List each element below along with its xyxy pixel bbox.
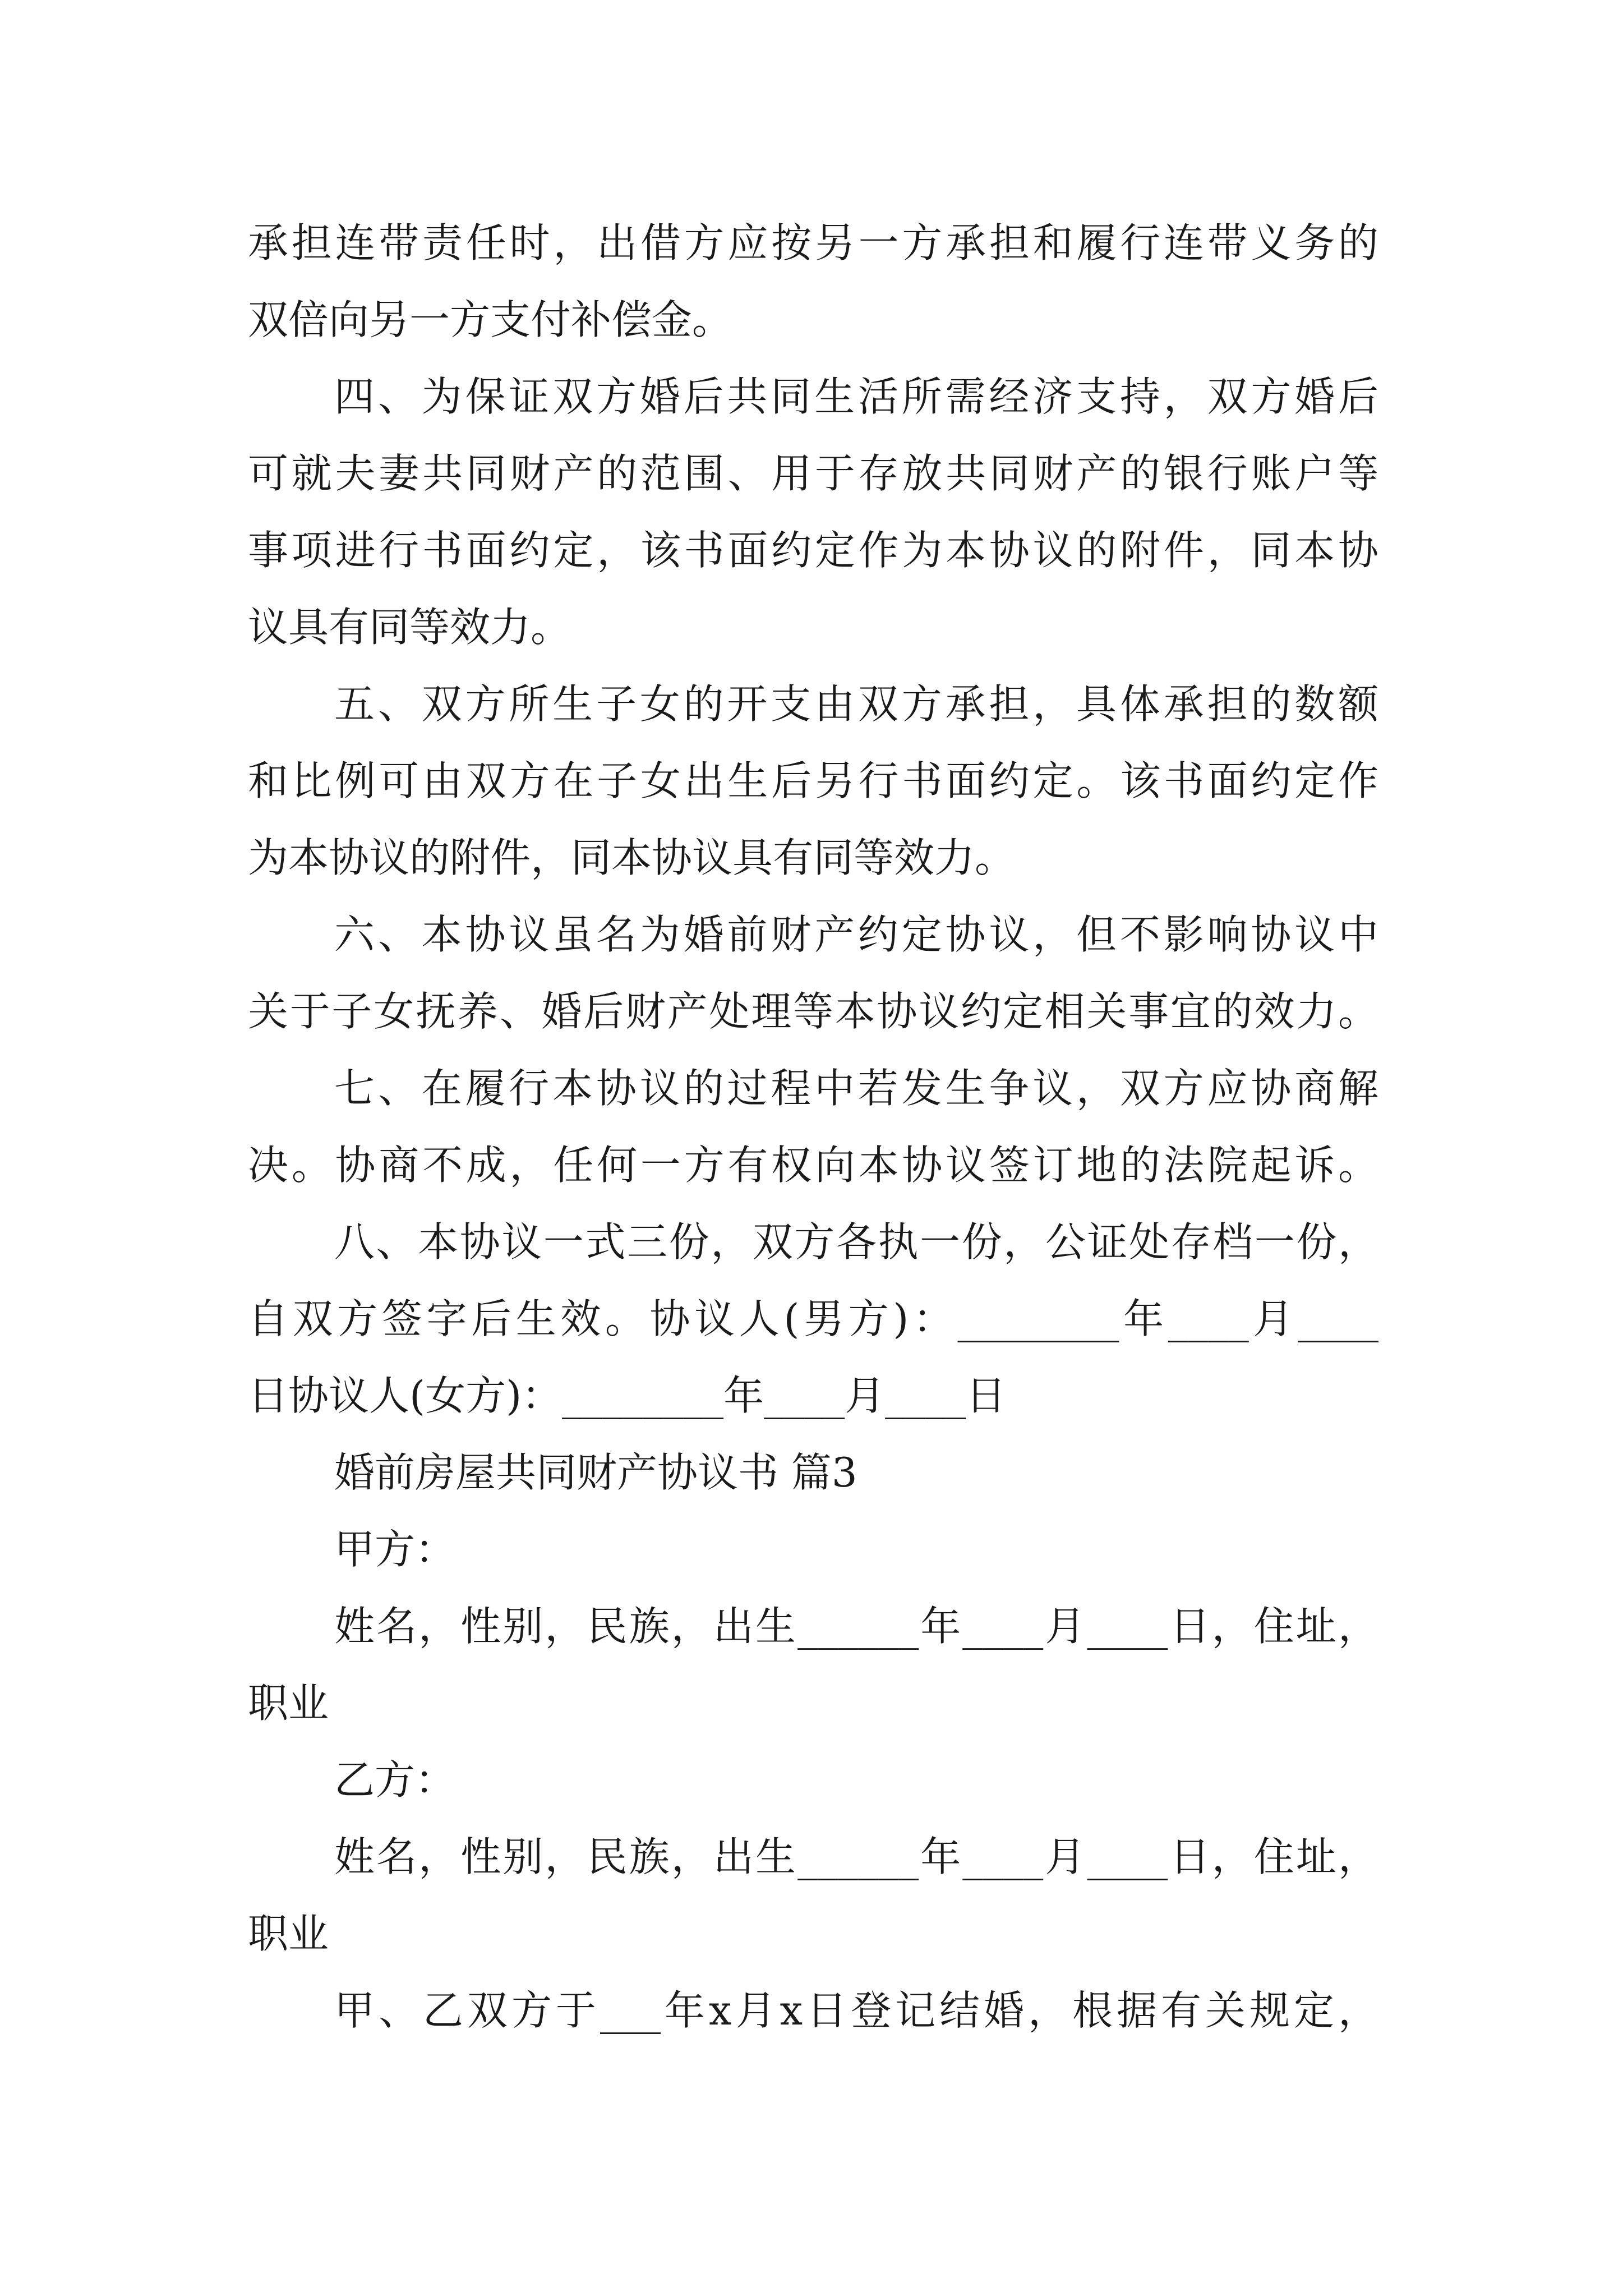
text-line: 关于子女抚养、婚后财产处理等本协议约定相关事宜的效力。 (248, 988, 1378, 1035)
text-line: 和比例可由双方在子女出生后另行书面约定。该书面约定作 (248, 757, 1378, 804)
text-line: 为本协议的附件，同本协议具有同等效力。 (248, 834, 1016, 881)
text-line: 六、本协议虽名为婚前财产约定协议，但不影响协议中 (334, 911, 1378, 958)
text-line: 日协议人(女方)：________年____月____日 (248, 1372, 1007, 1419)
text-line: 甲、乙双方于___年x月x日登记结婚，根据有关规定， (334, 1987, 1378, 2034)
text-line: 姓名，性别，民族，出生______年____月____日，住址， (334, 1603, 1378, 1650)
text-line: 自双方签字后生效。协议人(男方)：________年____月____ (248, 1295, 1378, 1342)
text-line: 职业 (248, 1910, 329, 1957)
party-b-label: 乙方： (334, 1756, 456, 1803)
text-line: 职业 (248, 1680, 329, 1727)
text-line: 八、本协议一式三份，双方各执一份，公证处存档一份， (334, 1218, 1378, 1266)
text-line: 决。协商不成，任何一方有权向本协议签订地的法院起诉。 (248, 1142, 1378, 1189)
text-line: 双倍向另一方支付补偿金。 (248, 296, 733, 343)
section-heading: 婚前房屋共同财产协议书 篇3 (334, 1449, 857, 1496)
text-line: 事项进行书面约定，该书面约定作为本协议的附件，同本协 (248, 527, 1378, 574)
text-line: 四、为保证双方婚后共同生活所需经济支持，双方婚后 (334, 373, 1378, 420)
text-line: 承担连带责任时，出借方应按另一方承担和履行连带义务的 (248, 219, 1378, 266)
party-a-label: 甲方： (334, 1526, 456, 1573)
text-line: 七、在履行本协议的过程中若发生争议，双方应协商解 (334, 1065, 1378, 1112)
text-line: 可就夫妻共同财产的范围、用于存放共同财产的银行账户等 (248, 450, 1378, 497)
text-line: 五、双方所生子女的开支由双方承担，具体承担的数额 (334, 680, 1378, 728)
text-line: 姓名，性别，民族，出生______年____月____日，住址， (334, 1833, 1378, 1880)
text-line: 议具有同等效力。 (248, 604, 571, 651)
